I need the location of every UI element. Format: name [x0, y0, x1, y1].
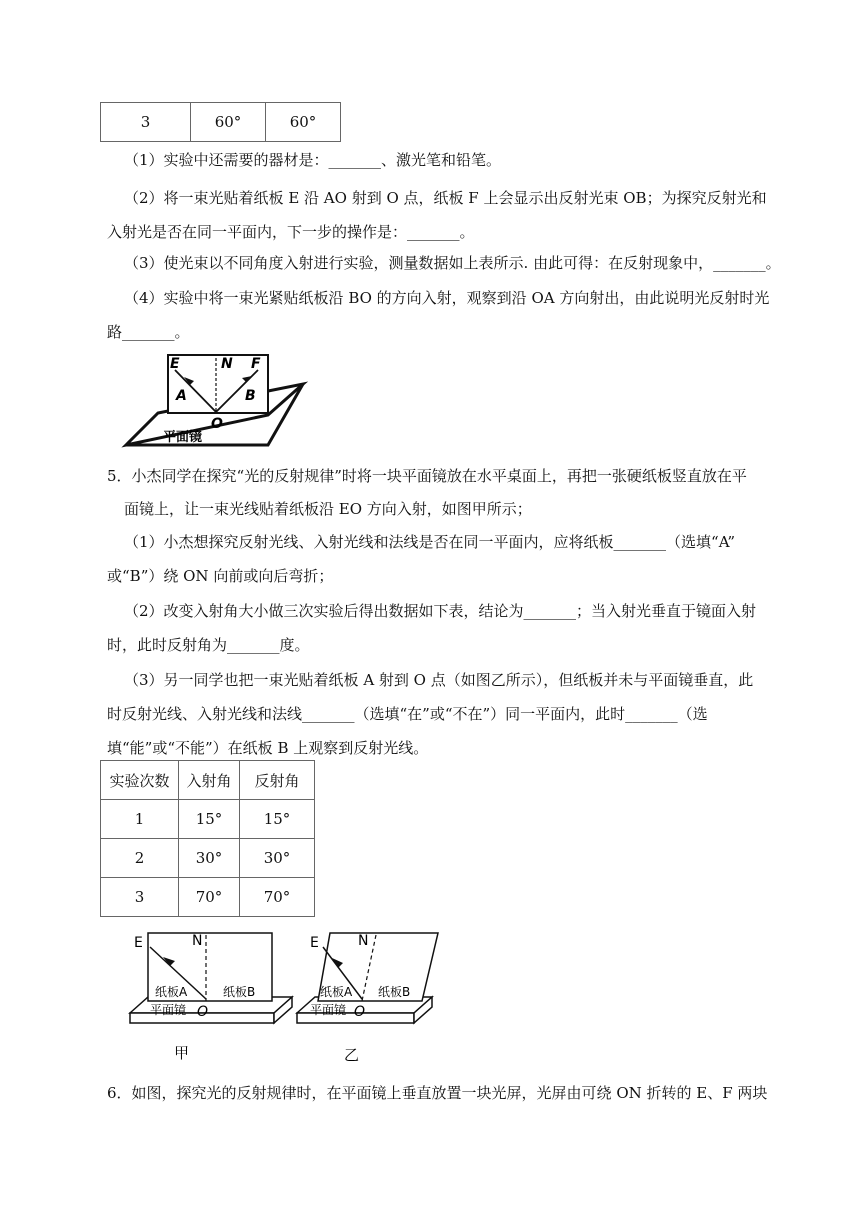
- table-cell: 30°: [240, 839, 315, 878]
- yi-board-A: 纸板A: [320, 985, 353, 999]
- table-cell: 3: [101, 878, 179, 917]
- q4-reflection-figure: [118, 350, 318, 450]
- table-row: [101, 800, 315, 839]
- q4-part2-line1: （2）将一束光贴着纸板 E 沿 AO 射到 O 点，纸板 F 上会显示出反射光束 OB；为探究反射光和: [124, 189, 767, 207]
- q5-data-table: [100, 760, 315, 917]
- q6-stem-line1: 6．如图，探究光的反射规律时，在平面镜上垂直放置一块光屏，光屏由可绕 ON 折转的 E、F 两块: [107, 1084, 768, 1102]
- figure-yi: [297, 933, 438, 1064]
- caption-yi: 乙: [344, 1046, 360, 1064]
- figure-jia: [130, 933, 292, 1062]
- table-cell: 2: [101, 839, 179, 878]
- table-row: [101, 878, 315, 917]
- table-header: 入射角: [179, 761, 240, 800]
- table-cell: 60°: [191, 103, 266, 142]
- q5-part2-line1: （2）改变入射角大小做三次实验后得出数据如下表，结论为_______；当入射光垂直于镜面入射: [124, 602, 757, 620]
- yi-board-B: 纸板B: [378, 985, 411, 999]
- q5-reflection-figures: [120, 925, 440, 1065]
- table-cell: 15°: [240, 800, 315, 839]
- q5-part1-line2: 或“B”）绕 ON 向前或向后弯折；: [107, 567, 334, 585]
- jia-mirror: 平面镜: [150, 1003, 187, 1017]
- jia-board-A: 纸板A: [155, 985, 188, 999]
- jia-label-O: O: [197, 1004, 209, 1020]
- label-A: A: [176, 388, 187, 404]
- label-mirror: 平面镜: [163, 430, 203, 445]
- label-O: O: [211, 416, 223, 432]
- q5-part3-line1: （3）另一同学也把一束光贴着纸板 A 射到 O 点（如图乙所示），但纸板并未与平面镜垂直，此: [124, 671, 754, 689]
- q4-part4-line1: （4）实验中将一束光紧贴纸板沿 BO 的方向入射，观察到沿 OA 方向射出，由此说明光反射时光: [124, 289, 770, 307]
- q5-stem-line1: 5．小杰同学在探究“光的反射规律”时将一块平面镜放在水平桌面上，再把一张硬纸板竖直放在平: [107, 467, 747, 485]
- q5-part3-line2: 时反射光线、入射光线和法线_______（选填“在”或“不在”）同一平面内，此时_______（选: [107, 705, 708, 723]
- yi-label-O: O: [354, 1004, 366, 1020]
- label-E: E: [170, 356, 180, 372]
- table-header-row: [101, 761, 315, 800]
- q4-part4-line2: 路_______。: [107, 323, 190, 341]
- table-header: 反射角: [240, 761, 315, 800]
- jia-board-B: 纸板B: [223, 985, 256, 999]
- table-cell: 15°: [179, 800, 240, 839]
- q4-part2-line2: 入射光是否在同一平面内，下一步的操作是：_______。: [107, 223, 475, 241]
- jia-label-N: N: [192, 933, 203, 949]
- table-cell: 70°: [240, 878, 315, 917]
- jia-label-E: E: [134, 935, 143, 951]
- table-header: 实验次数: [101, 761, 179, 800]
- q5-part1-line1: （1）小杰想探究反射光线、入射光线和法线是否在同一平面内，应将纸板_______（选填“A”: [124, 533, 736, 551]
- table-cell: 1: [101, 800, 179, 839]
- yi-label-N: N: [358, 933, 369, 949]
- table-row: [101, 839, 315, 878]
- q5-stem-line2: 面镜上，让一束光线贴着纸板沿 EO 方向入射，如图甲所示；: [124, 500, 532, 518]
- q5-part3-line3: 填“能”或“不能”）在纸板 B 上观察到反射光线。: [107, 739, 429, 757]
- caption-jia: 甲: [174, 1044, 190, 1062]
- yi-mirror: 平面镜: [310, 1003, 347, 1017]
- table-cell: 70°: [179, 878, 240, 917]
- yi-label-E: E: [310, 935, 319, 951]
- table-cell: 3: [101, 103, 191, 142]
- q4-part3: （3）使光束以不同角度入射进行实验，测量数据如上表所示. 由此可得：在反射现象中，_______。: [124, 254, 781, 272]
- label-F: F: [251, 356, 261, 372]
- q4-part1: （1）实验中还需要的器材是：_______、激光笔和铅笔。: [124, 151, 502, 169]
- table-cell: 30°: [179, 839, 240, 878]
- q5-part2-line2: 时，此时反射角为_______度。: [107, 636, 310, 654]
- top-data-table: [100, 102, 341, 142]
- table-cell: 60°: [266, 103, 341, 142]
- label-N: N: [221, 356, 233, 372]
- label-B: B: [245, 388, 256, 404]
- table-row: [101, 103, 341, 142]
